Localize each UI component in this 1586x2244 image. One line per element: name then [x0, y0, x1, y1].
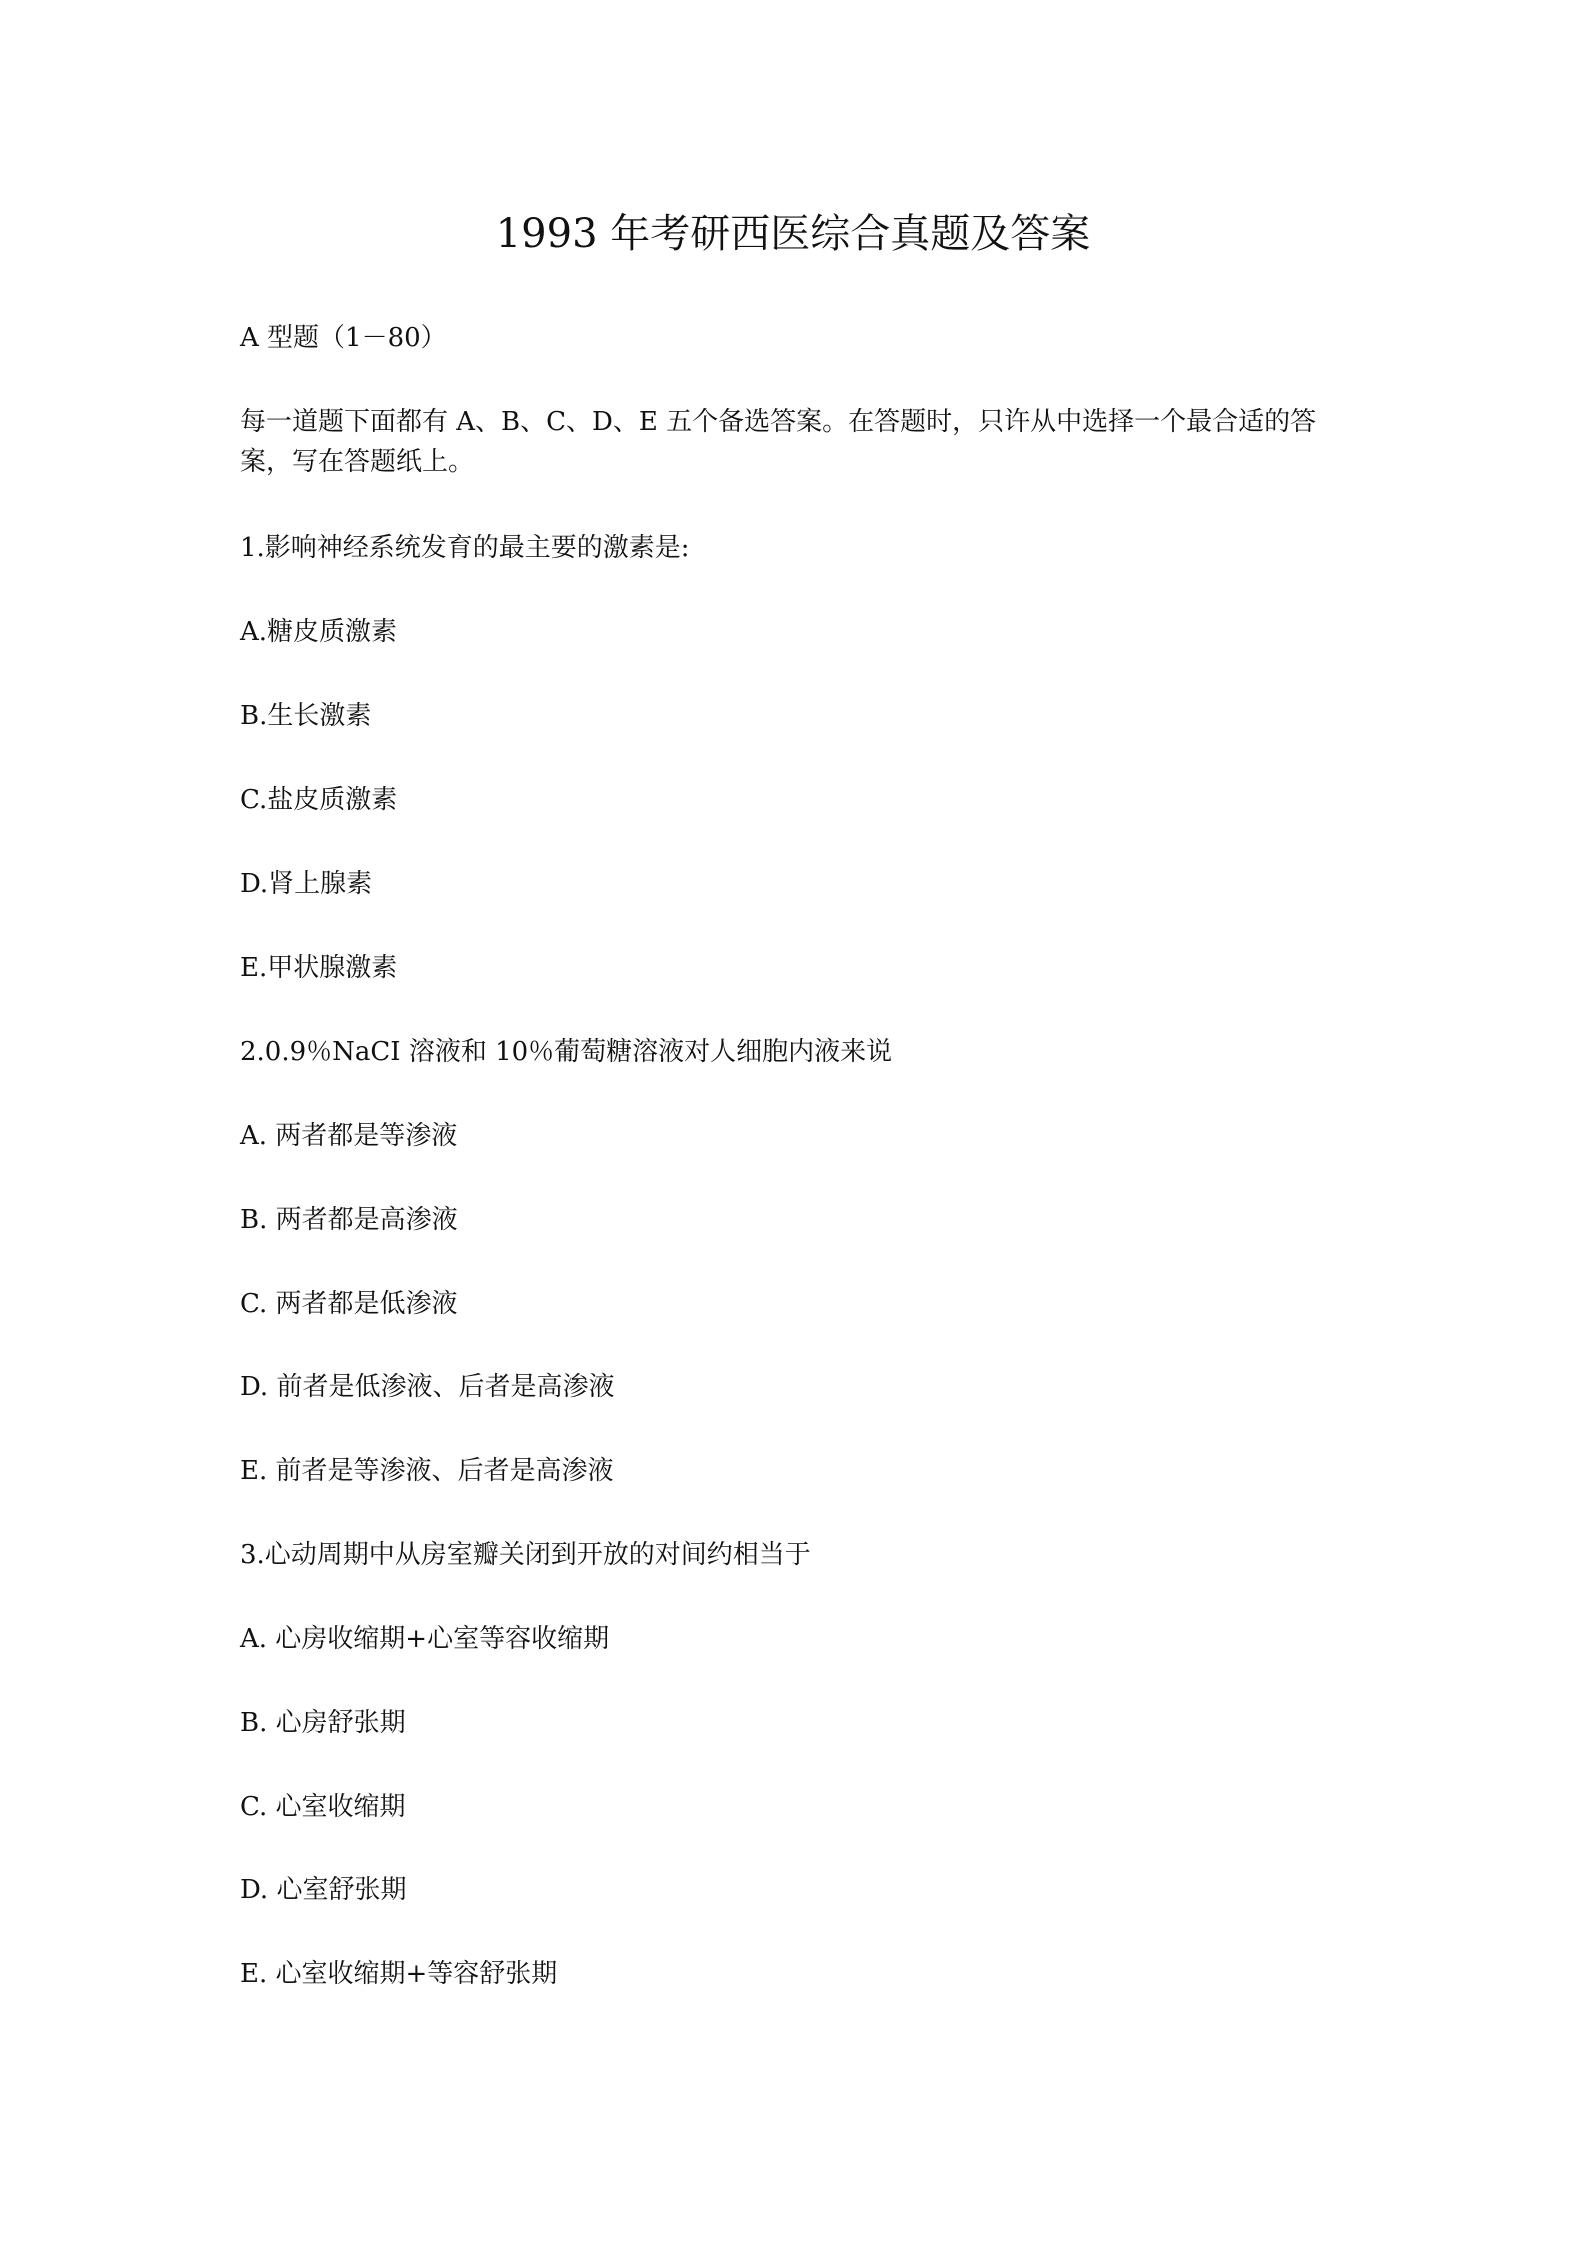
question-2-option-d: D. 前者是低渗液、后者是高渗液: [240, 1372, 615, 1402]
question-2-option-b: B. 两者都是高渗液: [240, 1205, 458, 1235]
question-3-option-d: D. 心室舒张期: [240, 1875, 407, 1905]
question-2-stem: 2.0.9％NaCI 溶液和 10％葡萄糖溶液对人细胞内液来说: [240, 1037, 893, 1067]
question-3-option-b: B. 心房舒张期: [240, 1708, 406, 1738]
question-2-option-e: E. 前者是等渗液、后者是高渗液: [240, 1456, 614, 1486]
question-3-option-c: C. 心室收缩期: [240, 1792, 406, 1822]
question-3-option-a: A. 心房收缩期+心室等容收缩期: [240, 1624, 610, 1654]
question-1-option-a: A.糖皮质激素: [240, 617, 398, 647]
section-heading: A 型题（1－80）: [240, 323, 447, 353]
question-2-option-c: C. 两者都是低渗液: [240, 1289, 458, 1319]
question-3-option-e: E. 心室收缩期+等容舒张期: [240, 1959, 558, 1989]
question-1-option-b: B.生长激素: [240, 701, 372, 731]
question-1-option-d: D.肾上腺素: [240, 869, 373, 899]
question-2-option-a: A. 两者都是等渗液: [240, 1121, 458, 1151]
instructions-paragraph: 每一道题下面都有 A、B、C、D、E 五个备选答案。在答题时，只许从中选择一个最合适的答案，写在答题纸上。: [240, 407, 1317, 477]
question-1-stem: 1.影响神经系统发育的最主要的激素是:: [240, 533, 690, 563]
question-1-option-e: E.甲状腺激素: [240, 953, 398, 983]
question-3-stem: 3.心动周期中从房室瓣关闭到开放的对间约相当于: [240, 1540, 811, 1570]
question-1-option-c: C.盐皮质激素: [240, 785, 398, 815]
document-title: 1993 年考研西医综合真题及答案: [495, 211, 1091, 257]
